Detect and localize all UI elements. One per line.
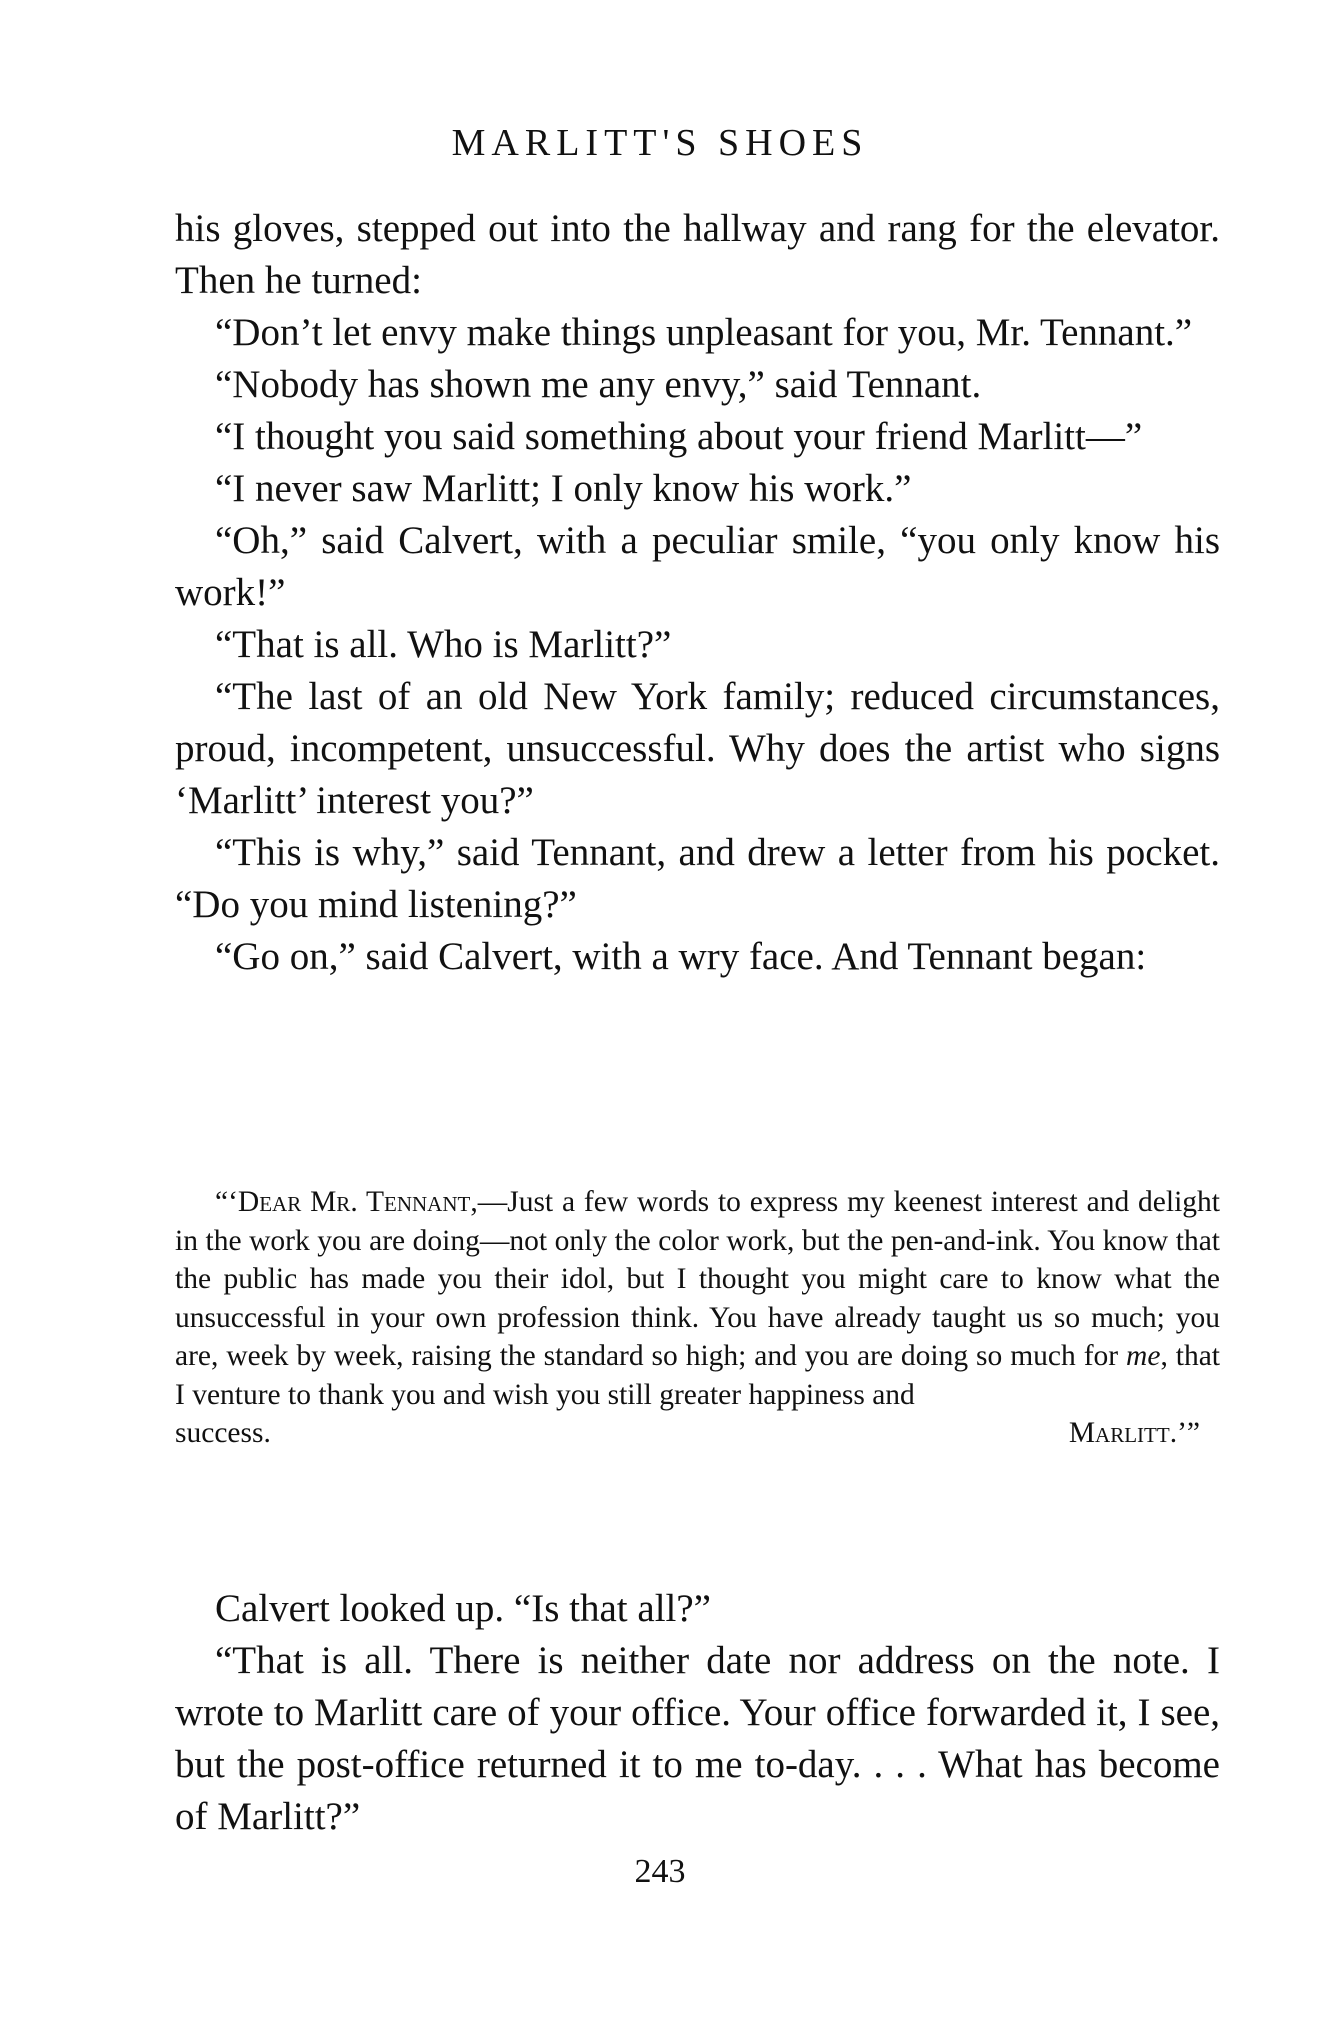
paragraph: “The last of an old New York family; reduced circumstances, proud, incompetent, unsuccessful. Why does the artist who signs ‘Marlitt’ interest you?” bbox=[175, 675, 1220, 822]
paragraph: “I never saw Marlitt; I only know his work.” bbox=[215, 467, 912, 510]
paragraph: Calvert looked up. “Is that all?” bbox=[215, 1587, 711, 1630]
letter-text: —Just a few words to express my keenest interest and delight in the work you are doing—not only the color work, but the pen-and-ink. You know that the public has made you their idol, but I thought you might care to know what the unsuccessful in your own profession think. You have already taught us so much; you are, week by week, raising the standard so high; and you are doing so much for bbox=[175, 1186, 1220, 1372]
main-text bbox=[175, 203, 1220, 983]
letter-body bbox=[175, 1183, 1220, 1414]
letter-closing-word: success. bbox=[175, 1417, 271, 1449]
letter-emphasis: me bbox=[1126, 1340, 1161, 1372]
paragraph: his gloves, stepped out into the hallway and rang for the elevator. Then he turned: bbox=[175, 207, 1220, 302]
letter-open-quote: “‘ bbox=[215, 1186, 238, 1218]
paragraph: “That is all. There is neither date nor address on the note. I wrote to Marlitt care of your office. Your office forwarded it, I see, but the post-office returned it to me to-day. . . . What has become of Marlitt?” bbox=[175, 1639, 1220, 1838]
paragraph: “Nobody has shown me any envy,” said Tennant. bbox=[215, 363, 982, 406]
paragraph: “I thought you said something about your friend Marlitt—” bbox=[215, 415, 1143, 458]
letter-text: , that I venture to thank you and wish you still greater happiness and bbox=[175, 1340, 1220, 1411]
letter-closing-line bbox=[175, 1414, 1220, 1453]
page-number: 243 bbox=[634, 1853, 686, 1890]
paragraph: “This is why,” said Tennant, and drew a letter from his pocket. “Do you mind listening?” bbox=[175, 831, 1220, 926]
quoted-letter bbox=[175, 1183, 1220, 1453]
letter-salutation: Dear Mr. Tennant, bbox=[237, 1186, 478, 1218]
paragraph: “Oh,” said Calvert, with a peculiar smile, “you only know his work!” bbox=[175, 519, 1220, 614]
letter-signature: Marlitt.’” bbox=[1068, 1417, 1200, 1449]
running-head: MARLITT'S SHOES bbox=[451, 122, 869, 164]
continuation-text bbox=[175, 1583, 1220, 1843]
paragraph: “Go on,” said Calvert, with a wry face. And Tennant began: bbox=[215, 935, 1147, 978]
paragraph: “That is all. Who is Marlitt?” bbox=[215, 623, 672, 666]
paragraph: “Don’t let envy make things unpleasant for you, Mr. Tennant.” bbox=[215, 311, 1193, 354]
